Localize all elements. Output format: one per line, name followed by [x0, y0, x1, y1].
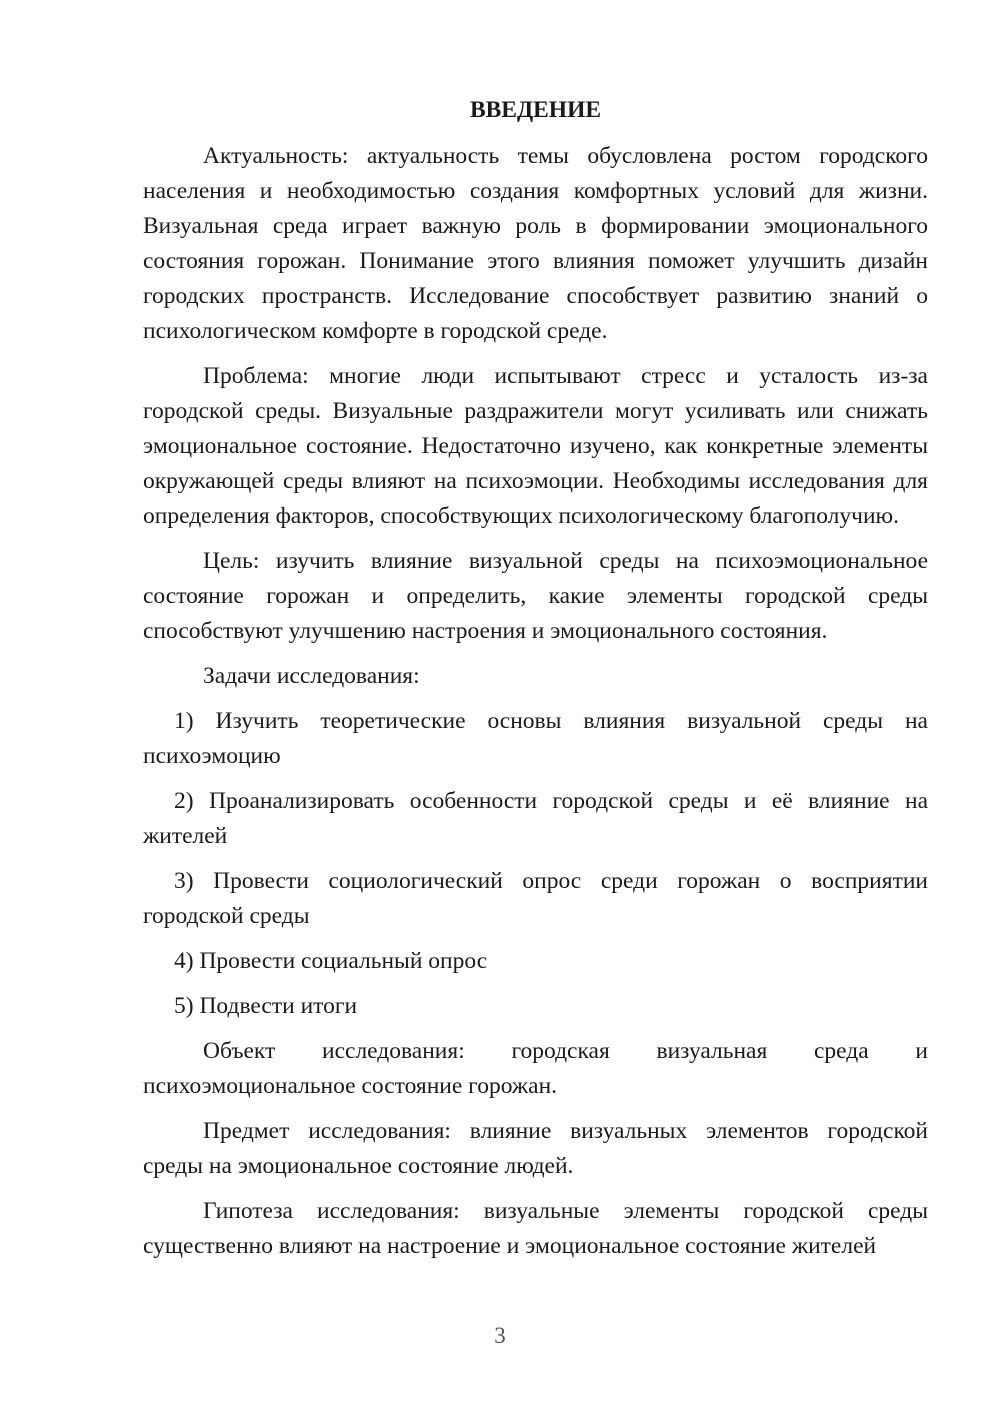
- section-title: ВВЕДЕНИЕ: [469, 97, 602, 123]
- goal-paragraph: Цель: изучить влияние визуальной среды на психоэмоциональное состояние горожан и определить, какие элементы городской среды способствуют улучшению настроения и эмоционального состояния.: [143, 548, 928, 644]
- task-item-1: 1) Изучить теоретические основы влияния визуальной среды на психоэмоцию: [143, 708, 928, 769]
- task-item-5: 5) Подвести итоги: [174, 993, 358, 1019]
- document-page: [143, 94, 928, 1274]
- hypothesis-paragraph: Гипотеза исследования: визуальные элементы городской среды существенно влияют на настроение и эмоциональное состояние жителей: [143, 1198, 928, 1259]
- relevance-paragraph: Актуальность: актуальность темы обусловлена ростом городского населения и необходимостью создания комфортных условий для жизни. Визуальная среда играет важную роль в формировании эмоционального состояния горожан. Понимание этого влияния поможет улучшить дизайн городских пространств. Исследование способствует развитию знаний о психологическом комфорте в городской среде.: [143, 143, 928, 344]
- task-item-2: 2) Проанализировать особенности городской среды и её влияние на жителей: [143, 788, 928, 849]
- page-number: 3: [494, 1323, 506, 1348]
- problem-paragraph: Проблема: многие люди испытывают стресс и усталость из-за городской среды. Визуальные раздражители могут усиливать или снижать эмоциональное состояние. Недостаточно изучено, как конкретные элементы окружающей среды влияют на психоэмоции. Необходимы исследования для определения факторов, способствующих психологическому благополучию.: [143, 363, 928, 529]
- tasks-heading: Задачи исследования:: [203, 663, 420, 689]
- task-item-3: 3) Провести социологический опрос среди горожан о восприятии городской среды: [143, 868, 928, 929]
- object-paragraph: Объект исследования: городская визуальная среда и психоэмоциональное состояние горожан.: [143, 1038, 928, 1099]
- subject-paragraph: Предмет исследования: влияние визуальных элементов городской среды на эмоциональное состояние людей.: [143, 1118, 928, 1179]
- task-item-4: 4) Провести социальный опрос: [174, 948, 488, 974]
